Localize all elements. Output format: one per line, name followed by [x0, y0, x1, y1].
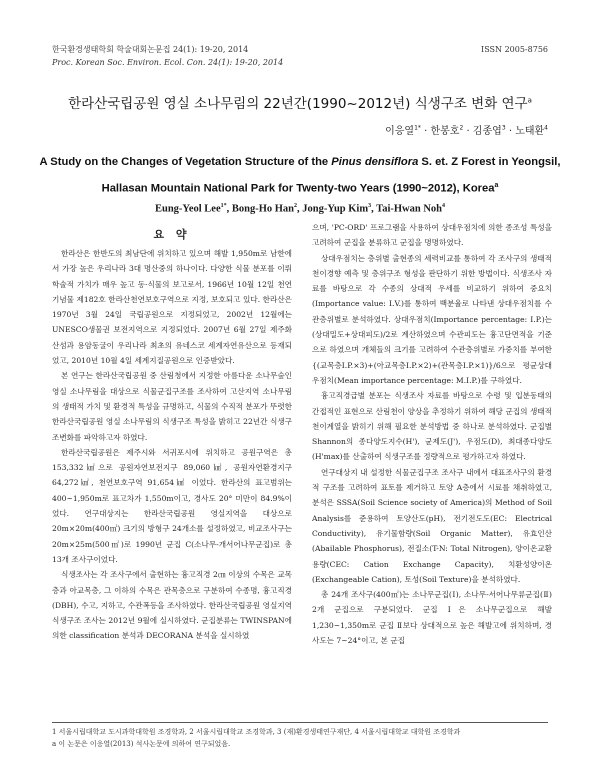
author-en: Jong-Yup Kim — [302, 203, 369, 215]
abstract-paragraph: 본 연구는 한라산국립공원 중 산림청에서 지정한 아름다운 소나무숲인 영실 소나무림을 대상으로 식물군집구조를 조사하여 고산지역 소나무림의 생태적 가치 및 환경적 특성을 규명하고, 식물의 수직적 분포가 뚜렷한 한라산국립공원 영실 소나무림의 식생구조 특성을 밝히고 22년간 식생구조변화를 파악하고자 하였다. — [52, 371, 292, 442]
journal-citation-kr: 한국환경생태학회 학술대회논문집 24(1): 19-20, 2014 — [52, 45, 249, 54]
english-authors: Eung-Yeol Lee$^{1*}$, Bong-Ho Han$^2$, Jong-Yup Kim$^3$, Tai-Hwan Noh$^4$ — [154, 203, 445, 215]
footnotes — [52, 726, 552, 750]
footnote-affiliations: 1 서울시립대학교 도시과학대학원 조경학과, 2 서울시립대학교 조경학과, 3 (재)환경생태연구재단, 4 서울시립대학교 대학원 조경학과 — [52, 728, 461, 736]
abstract-paragraph: 연구대상지 내 설정한 식물군집구조 조사구 내에서 대표조사구의 환경적 구조를 고려하여 표토를 제거하고 토양 A층에서 시료를 채취하였고, 분석은 SSSA(Soil Science society of America)의 Method of Soil Analysis를 준용하여 토양산도(pH), 전기전도도(EC: Electrical Conductivity), 유기물함량(Soil Organic Matter), 유효인산(Abailable Phosphorus), 전질소(T-N: Total Nitrogen), 양이온교환용량(CEC: Cation Exchange Capacity), 치환성양이온(Exchangeable Cation), 토성(Soil Texture)을 분석하였다. — [312, 467, 552, 584]
english-title-part: S. et. Z Forest in Yeongsil, — [418, 156, 561, 168]
author-mark: 3 — [368, 203, 372, 209]
korean-title — [0, 92, 600, 112]
footnote-divider — [52, 722, 548, 723]
korean-title-mark: a — [527, 96, 532, 105]
author-separator: · — [463, 126, 473, 137]
author-kr: 김종엽 — [472, 126, 502, 137]
abstract-right-column — [312, 220, 552, 648]
abstract-paragraph: 상대우점치는 층위별 출현종의 세력비교를 통하여 각 조사구의 생태적 천이경향 예측 및 층위구조 형성을 판단하기 위한 방법이다. 식생조사 자료를 바탕으로 각 수종의 상대적 우세를 비교하기 위하여 중요치(Importance value: I.V.)를 통하여 백분율로 나타낸 상대우점치를 수관층위별로 분석하였다. 상대우점치(Importance percentage: I.P.)는 (상대밀도+상대피도)/2로 계산하였으며 수관피도는 흉고단면적을 기준으로 하였으며 개체들의 크기를 고려하여 수관층위별로 가중치를 부여한 {(교목층I.P.×3)+(아교목층I.P.×2)+(관목층I.P.×1)}/6으로 평균상대우점치(Mean importance percentage: M.I.P.)를 구하였다. — [312, 253, 552, 385]
author-mark: 1* — [414, 124, 421, 132]
abstract-heading: 요 약 — [153, 228, 191, 241]
author-en: Tai-Hwan Noh — [376, 203, 442, 215]
author-mark: 2 — [459, 124, 464, 132]
issn: ISSN 2005-8756 — [481, 45, 548, 54]
abstract-paragraph-continued: 으며, 'PC-ORD' 프로그램을 사용하여 상대우점치에 의한 종조성 특성을 고려하여 군집을 분류하고 군집을 명명하였다. — [312, 223, 552, 248]
author-separator: · — [420, 126, 431, 137]
species-name: Pinus densiflora — [331, 156, 419, 168]
author-kr: 한봉호 — [430, 126, 460, 137]
english-title — [20, 150, 580, 201]
author-en: Eung-Yeol Lee — [154, 203, 221, 215]
author-kr: 이응열 — [385, 126, 415, 137]
abstract-paragraph: 흉고직경급별 분포는 식생조사 자료를 바탕으로 수령 및 입분동태의 간접적인 표현으로 산림천이 양상을 추정하기 위하여 해당 군집의 생태적 천이계열을 밝히기 위해 필요한 분석방법 중 하나로 분석하였다. 군집별 Shannon의 종다양도지수(H'), 균제도(J'), 우점도(D), 최대종다양도(H'max)를 산출하여 식생구조를 정량적으로 평가하고자 하였다. — [312, 391, 552, 462]
english-title-part: Hallasan Mountain National Park for Twenty-two Years (1990~2012), Korea — [101, 182, 495, 195]
author-en: Bong-Ho Han — [231, 203, 294, 215]
author-mark: 1* — [220, 203, 227, 209]
english-title-line-2 — [20, 174, 580, 201]
english-title-mark: a — [494, 182, 499, 189]
abstract-paragraph: 총 24개 조사구(400㎡)는 소나무군집(Ⅰ), 소나무-서어나무류군집(Ⅱ) 2개 군집으로 구분되었다. 군집 Ⅰ은 소나무군집으로 해발 1,230~1,350m로 군집 Ⅱ보다 상대적으로 높은 해발고에 위치하며, 경사도는 7~24°이고, 본 군집 — [312, 590, 552, 646]
author-separator: · — [505, 126, 516, 137]
journal-citation-en: Proc. Korean Soc. Environ. Ecol. Con. 24(1): 19-20, 2014 — [52, 58, 284, 67]
korean-title-text: 한라산국립공원 영실 소나무림의 22년간(1990~2012년) 식생구조 변화 연구 — [68, 96, 528, 112]
author-mark: 4 — [544, 124, 548, 132]
footnote-thesis-note: a 이 논문은 이응열(2013) 석사논문에 의하여 연구되었음. — [52, 740, 231, 748]
english-title-part: A Study on the Changes of Vegetation Structure of the — [39, 156, 332, 168]
abstract-paragraph: 한라산국립공원은 제주시와 서귀포시에 위치하고 공원구역은 총 153,332㎢으로 공원자연보전지구 89,060㎢, 공원자연환경지구 64,272㎢, 천연보호구역 91,654㎢ 이었다. 한라산의 표고범위는 400~1,950m로 표고차가 1,550m이고, 경사도 20° 미만이 84.9%이었다. 연구대상지는 한라산국립공원 영실지역을 대상으로 20m×20m(400㎡) 크기의 방형구 24개소를 설정하였고, 비교조사구는 20m×25m(500㎡)로 1990년 군집 C(소나무-개서어나무군집)로 총 13개 조사구이었다. — [52, 447, 292, 564]
english-title-line-1 — [20, 150, 580, 174]
abstract-paragraph: 한라산은 한반도의 최남단에 위치하고 있으며 해발 1,950m로 남한에서 가장 높은 우리나라 3대 명산중의 하나이다. 다양한 식물 분포를 이뤄 학술적 가치가 매우 높고 동·식물의 보고로서, 1966년 10월 12일 천연기념물 제182호 한라산천연보호구역으로 지정, 보호되고 있다. 한라산은 1970년 3월 24일 국립공원으로 지정되었고, 2002년 12월에는 UNESCO생물권 보전지역으로 지정되었다. 2007년 6월 27일 제주화산섬과 용암동굴이 우리나라 최초의 유네스코 세계자연유산으로 등재되었고, 2010년 10월 4일 세계지질공원으로 인증받았다. — [52, 249, 292, 366]
author-mark: 4 — [442, 203, 445, 209]
abstract-left-column — [52, 246, 292, 644]
korean-authors — [385, 122, 548, 137]
author-kr: 노태환 — [515, 126, 545, 137]
author-mark: 3 — [501, 124, 506, 132]
author-mark: 2 — [294, 203, 297, 209]
abstract-paragraph: 식생조사는 각 조사구에서 출현하는 흉고직경 2㎝ 이상의 수목은 교목층과 아교목층, 그 이하의 수목은 관목층으로 구분하여 수종명, 흉고직경(DBH), 수고, 지하고, 수관폭등을 조사하였다. 한라산국립공원 영실지역 식생구조 조사는 2012년 9월에 실시하였다. 군집분류는 TWINSPAN에 의한 classification 분석과 DECORANA 분석을 실시하였 — [52, 570, 292, 641]
